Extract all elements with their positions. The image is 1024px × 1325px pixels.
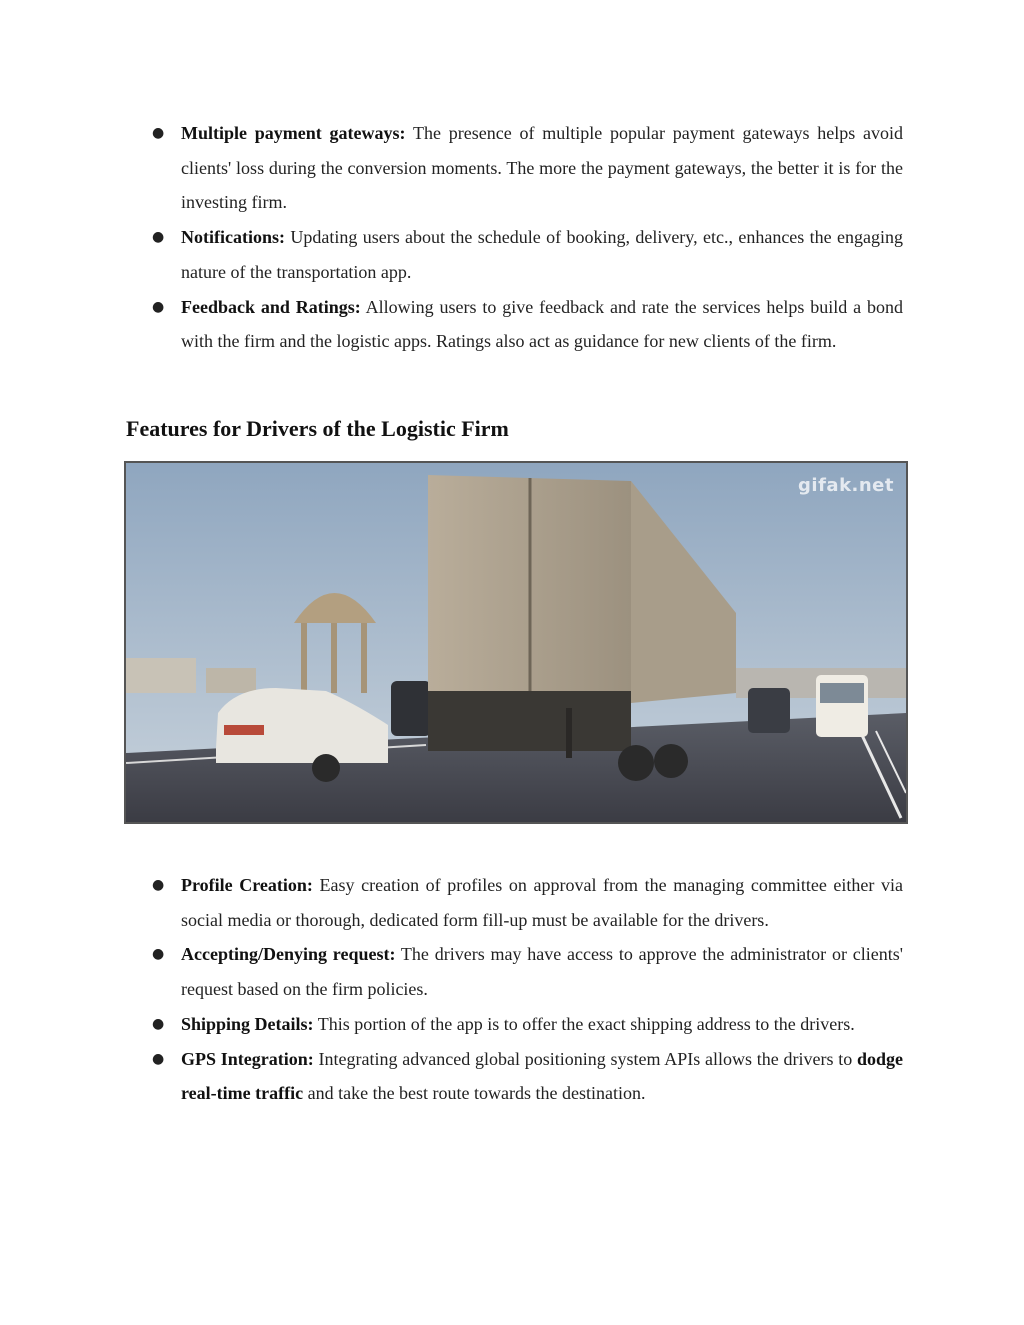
feature-term: Notifications: — [181, 227, 285, 248]
emphasis-text: dodge real-time traffic — [181, 1048, 904, 1104]
feature-term: Accepting/Denying request: — [181, 944, 396, 965]
list-item — [0, 868, 1024, 937]
list-item — [0, 220, 1024, 289]
bullet-icon: ● — [152, 877, 165, 893]
feature-term: Profile Creation: — [181, 875, 313, 895]
section-heading: Features for Drivers of the Logistic Firm — [126, 416, 509, 441]
list-item — [0, 1042, 1024, 1111]
watermark: gifak.net — [798, 475, 894, 496]
feature-description: Allowing users to give feedback and rate the services helps build a bond with the firm and the logistic apps. Ratings also act as guidance for new clients of the firm. — [181, 296, 903, 352]
truck-illustration — [126, 463, 906, 822]
bullet-icon: ● — [152, 298, 165, 315]
list-item — [0, 1007, 1024, 1042]
list-item — [0, 290, 1024, 359]
feature-description: Integrating advanced global positioning system APIs allows the drivers to — [313, 1048, 857, 1069]
feature-description: This portion of the app is to offer the exact shipping address to the drivers. — [313, 1013, 855, 1034]
list-item — [0, 116, 1024, 220]
bullet-icon: ● — [152, 946, 165, 963]
bullet-icon: ● — [152, 1015, 165, 1032]
bullet-icon: ● — [152, 229, 165, 246]
client-features-list — [0, 116, 1024, 359]
feature-description: Easy creation of profiles on approval from the managing committee either via social media or thorough, dedicated form fill-up must be available for the drivers. — [181, 875, 903, 930]
feature-term: Shipping Details: — [181, 1013, 314, 1034]
feature-description: Updating users about the schedule of booking, delivery, etc., enhances the engaging nature of the transportation app. — [181, 227, 903, 282]
feature-term: GPS Integration: — [181, 1048, 314, 1069]
feature-description: The drivers may have access to approve the administrator or clients' request based on the firm policies. — [181, 944, 903, 1000]
list-item — [0, 937, 1024, 1006]
feature-description-end: and take the best route towards the destination. — [303, 1083, 646, 1104]
feature-description: The presence of multiple popular payment gateways helps avoid clients' loss during the conversion moments. The more the payment gateways, the better it is for the investing firm. — [181, 123, 903, 213]
driver-features-list — [0, 868, 1024, 1111]
bullet-icon: ● — [152, 125, 165, 141]
truck-highway-image — [124, 461, 908, 824]
feature-term: Multiple payment gateways: — [181, 123, 406, 143]
bullet-icon: ● — [152, 1050, 165, 1067]
feature-term: Feedback and Ratings: — [181, 296, 361, 317]
